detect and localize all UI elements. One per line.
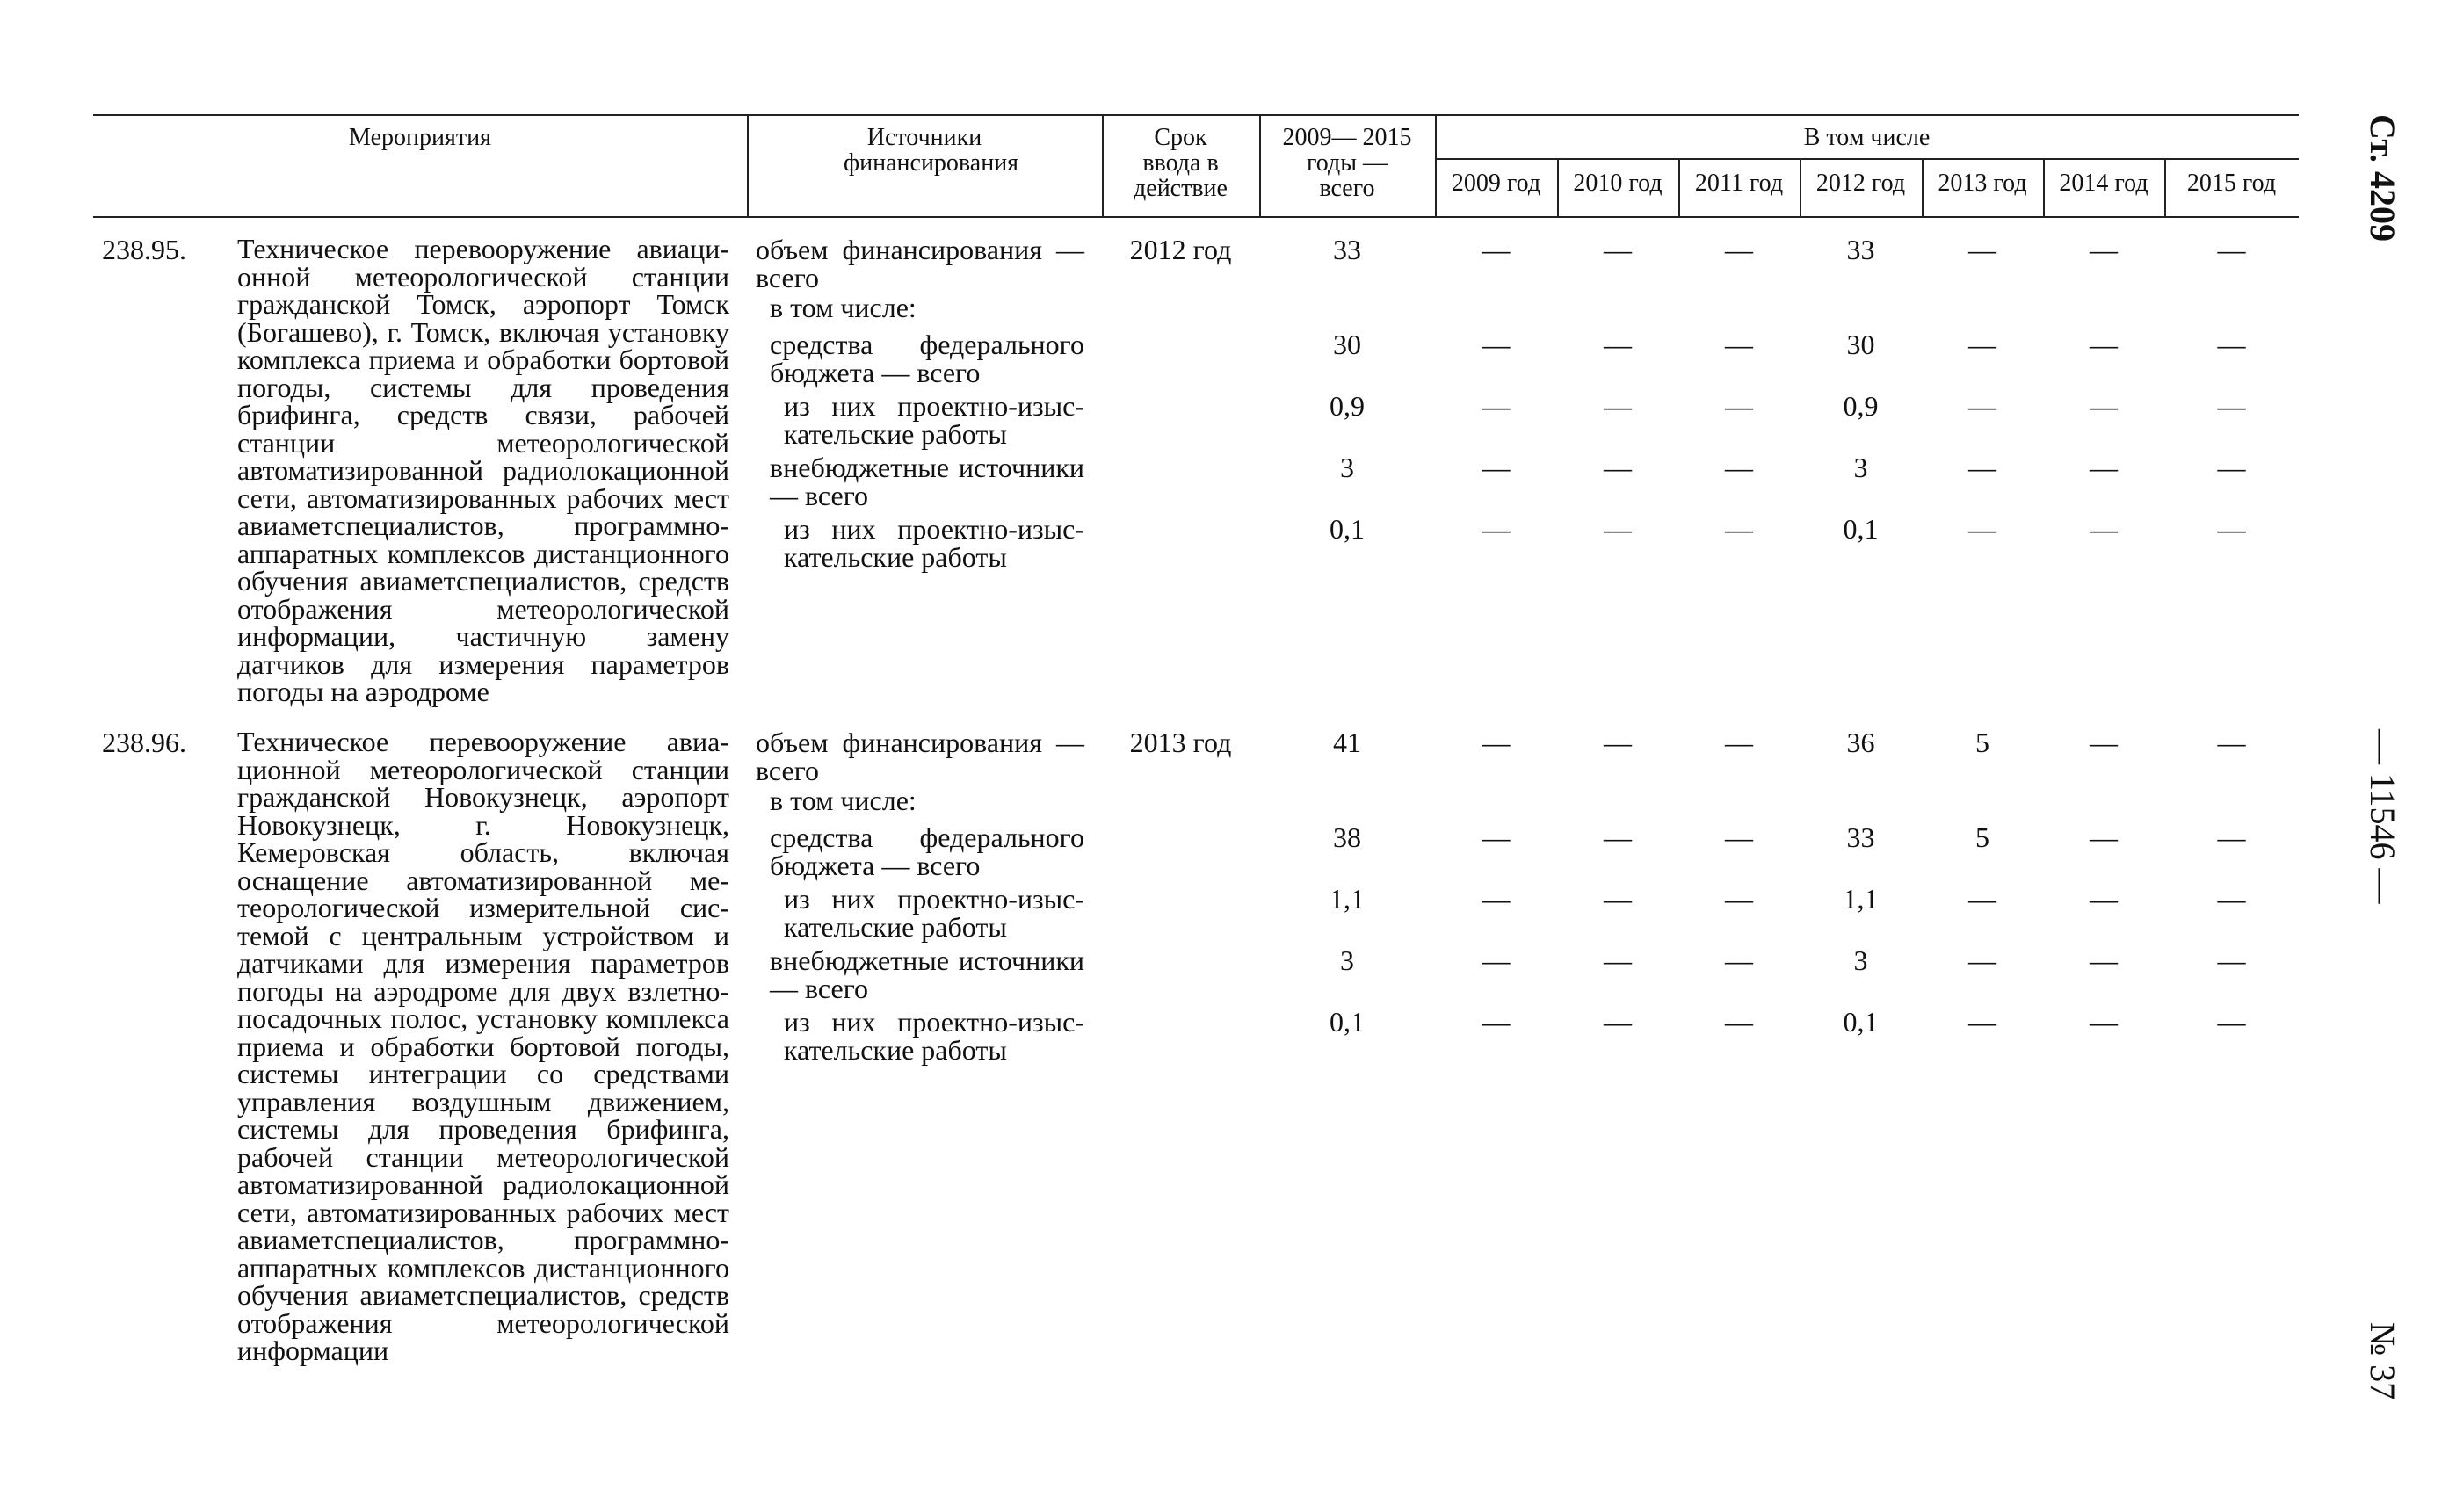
year-value: — bbox=[1968, 944, 1996, 976]
year-value: — bbox=[2217, 329, 2246, 360]
total-value: 0,1 bbox=[1330, 513, 1365, 545]
year-value: — bbox=[1725, 883, 1753, 915]
page-label: Ст. 4209 bbox=[2363, 114, 2402, 242]
year-value: 33 bbox=[1846, 821, 1875, 853]
year-value: 3 bbox=[1853, 944, 1868, 976]
year-value: — bbox=[1604, 452, 1632, 483]
year-value: — bbox=[1725, 234, 1753, 265]
year-value: — bbox=[1725, 821, 1753, 853]
year-value: — bbox=[1482, 821, 1511, 853]
year-value: — bbox=[1968, 390, 1996, 422]
year-value: — bbox=[2090, 821, 2118, 853]
total-value: 3 bbox=[1340, 452, 1354, 483]
year-value: — bbox=[1968, 329, 1996, 360]
total-value: 0,1 bbox=[1330, 1006, 1365, 1038]
year-value: — bbox=[1604, 234, 1632, 265]
year-value: 30 bbox=[1846, 329, 1875, 360]
table-top-rule bbox=[93, 114, 2299, 116]
funding-source: объем финансирования — всего bbox=[756, 727, 1084, 786]
funding-source: средства федерального бюджета — всего bbox=[770, 329, 1084, 388]
year-value: — bbox=[2217, 513, 2246, 545]
total-value: 33 bbox=[1333, 234, 1361, 265]
year-value: 33 bbox=[1846, 234, 1875, 265]
year-value: — bbox=[1482, 329, 1511, 360]
header-year: 2009 год bbox=[1451, 170, 1541, 197]
header-term: Срок ввода в действие bbox=[1134, 124, 1228, 202]
year-value: — bbox=[2090, 1006, 2118, 1038]
year-value: — bbox=[1604, 821, 1632, 853]
total-value: 1,1 bbox=[1330, 883, 1365, 915]
year-value: — bbox=[2090, 883, 2118, 915]
year-value: — bbox=[2090, 452, 2118, 483]
year-value: — bbox=[1482, 944, 1511, 976]
year-value: 36 bbox=[1846, 727, 1875, 758]
total-value: 41 bbox=[1333, 727, 1361, 758]
header-measures: Мероприятия bbox=[349, 124, 491, 151]
header-sources: Источники финансирования bbox=[844, 124, 1019, 177]
year-value: — bbox=[2090, 727, 2118, 758]
total-value: 3 bbox=[1340, 944, 1354, 976]
header-year: 2013 год bbox=[1938, 170, 2027, 197]
year-value: 0,1 bbox=[1843, 513, 1879, 545]
year-value: — bbox=[2217, 452, 2246, 483]
measure-description: Техническое перевооружение авиационной метеорологической станции гражданской Томск, аэропорт Томск (Богашево), г. Томск, включая установку комплекса приема и обработки бортовой погоды, системы для проведения брифинга, средств связи, рабочей станции метеорологической автоматизированной радиолокационной сети, автоматизированных рабочих мест авиаметспециалистов, программно-аппаратных комплексов дистанционного обучения авиаметспециалистов, средств отображения метеорологической информации, частичную замену датчиков для измерения параметров погоды на аэродроме bbox=[237, 233, 729, 707]
issue-number: № 37 bbox=[2363, 1322, 2402, 1400]
total-value: 30 bbox=[1333, 329, 1361, 360]
header-year: 2010 год bbox=[1573, 170, 1663, 197]
year-value: — bbox=[1482, 1006, 1511, 1038]
year-value: — bbox=[1725, 513, 1753, 545]
funding-source: внебюджетные источники — всего bbox=[770, 452, 1084, 511]
header-year: 2015 год bbox=[2186, 170, 2277, 197]
year-value: — bbox=[1604, 727, 1632, 758]
year-value: — bbox=[1604, 883, 1632, 915]
year-value: — bbox=[1482, 390, 1511, 422]
year-value: — bbox=[1604, 513, 1632, 545]
total-value: 38 bbox=[1333, 821, 1361, 853]
year-value: — bbox=[2217, 821, 2246, 853]
year-value: 1,1 bbox=[1843, 883, 1879, 915]
year-value: — bbox=[2090, 944, 2118, 976]
funding-source: в том числе: bbox=[770, 292, 917, 323]
year-value: — bbox=[1968, 452, 1996, 483]
header-year: 2014 год bbox=[2059, 170, 2148, 197]
year-value: 5 bbox=[1975, 821, 1989, 853]
year-value: — bbox=[1482, 727, 1511, 758]
page-number: — 11546 — bbox=[2363, 729, 2402, 904]
year-value: — bbox=[1482, 452, 1511, 483]
row-number: 238.95. bbox=[102, 234, 186, 265]
commissioning-term: 2013 год bbox=[1129, 727, 1232, 758]
year-value: — bbox=[2217, 1006, 2246, 1038]
year-value: — bbox=[2217, 234, 2246, 265]
year-value: — bbox=[1725, 390, 1753, 422]
year-value: — bbox=[2090, 513, 2118, 545]
year-value: 5 bbox=[1975, 727, 1989, 758]
year-value: 0,9 bbox=[1843, 390, 1879, 422]
commissioning-term: 2012 год bbox=[1129, 234, 1232, 265]
year-value: — bbox=[1968, 234, 1996, 265]
year-value: — bbox=[1604, 390, 1632, 422]
year-value: — bbox=[1725, 727, 1753, 758]
header-total: 2009— 2015 годы — всего bbox=[1282, 124, 1412, 202]
year-value: — bbox=[1604, 944, 1632, 976]
total-value: 0,9 bbox=[1330, 390, 1365, 422]
funding-source: из них проектно-изыскательские работы bbox=[784, 1006, 1084, 1066]
funding-source: из них проектно-изыскательские работы bbox=[784, 883, 1084, 943]
funding-source: из них проектно-изыскательские работы bbox=[784, 513, 1084, 573]
funding-source: внебюджетные источники — всего bbox=[770, 944, 1084, 1004]
year-value: — bbox=[2217, 944, 2246, 976]
year-value: — bbox=[2090, 329, 2118, 360]
year-value: — bbox=[1482, 513, 1511, 545]
header-year: 2012 год bbox=[1815, 170, 1906, 197]
year-value: — bbox=[1725, 452, 1753, 483]
year-value: — bbox=[1725, 944, 1753, 976]
year-value: — bbox=[2217, 727, 2246, 758]
year-value: 3 bbox=[1853, 452, 1868, 483]
year-value: — bbox=[1968, 1006, 1996, 1038]
year-value: — bbox=[2090, 234, 2118, 265]
year-value: — bbox=[1725, 329, 1753, 360]
including-divider-rule bbox=[1435, 158, 2299, 160]
year-value: — bbox=[1604, 1006, 1632, 1038]
funding-source: средства федерального бюджета — всего bbox=[770, 821, 1084, 881]
funding-source: в том числе: bbox=[770, 785, 917, 816]
header-bottom-rule bbox=[93, 216, 2299, 218]
year-value: — bbox=[1968, 883, 1996, 915]
measure-description: Техническое перевооружение авиационной метеорологической станции гражданской Новокузнецк, аэропорт Новокузнецк, г. Новокузнецк, Кемеровская область, включая оснащение автоматизированной метеорологической измерительной системой с центральным устройством и датчиками для измерения параметров погоды на аэродроме для двух взлетно-посадочных полос, установку комплекса приема и обработки бортовой погоды, системы интеграции со средствами управления воздушным движением, системы для проведения брифинга, рабочей станции метеорологической автоматизированной радиолокационной сети, автоматизированных рабочих мест авиаметспециалистов, программно-аппаратных комплексов дистанционного обучения авиаметспециалистов, средств отображения метеорологической информации bbox=[237, 726, 729, 1366]
funding-source: объем финансирования — всего bbox=[756, 234, 1084, 293]
year-value: — bbox=[1968, 513, 1996, 545]
year-value: — bbox=[2217, 883, 2246, 915]
year-value: 0,1 bbox=[1843, 1006, 1879, 1038]
header-including: В том числе bbox=[1803, 124, 1931, 151]
year-value: — bbox=[1604, 329, 1632, 360]
year-value: — bbox=[2217, 390, 2246, 422]
header-year: 2011 год bbox=[1694, 170, 1784, 197]
year-value: — bbox=[2090, 390, 2118, 422]
year-value: — bbox=[1725, 1006, 1753, 1038]
funding-source: из них проектно-изыскательские работы bbox=[784, 390, 1084, 450]
year-value: — bbox=[1482, 234, 1511, 265]
year-value: — bbox=[1482, 883, 1511, 915]
row-number: 238.96. bbox=[102, 727, 186, 758]
